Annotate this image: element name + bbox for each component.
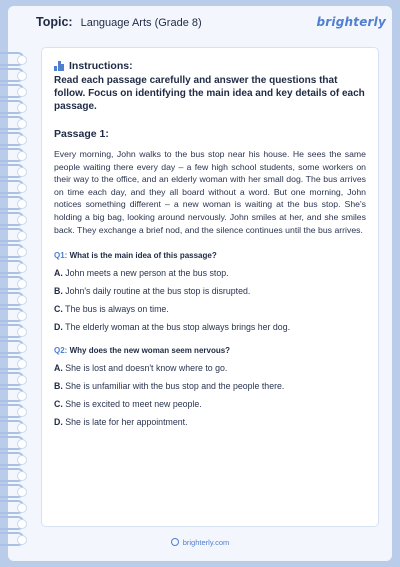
worksheet-card	[41, 47, 379, 527]
option-text: The elderly woman at the bus stop always brings her dog.	[65, 322, 291, 333]
option-text: The bus is always on time.	[65, 304, 169, 315]
option-text: She is excited to meet new people.	[65, 399, 202, 410]
option-letter: A.	[54, 363, 63, 374]
passage-text: Every morning, John walks to the bus stop near his house. He sees the same people waiting there every day – a few high school students, some workers on their way to the office, and an elderly woman with her small dog. The bus arrives on time each day, and they all board without a word. But one morning, John notices something different – a new woman is waiting at the bus stop. She's holding a big bag, looking around nervously. John smiles at her, and she smiles back. They exchange a brief nod, and the silence continues until the bus arrives.	[54, 149, 366, 235]
option-text: John's daily routine at the bus stop is disrupted.	[65, 286, 251, 297]
option-letter: B.	[54, 381, 63, 392]
question-number: Q2:	[54, 346, 68, 356]
topic-value: Language Arts (Grade 8)	[80, 17, 202, 29]
option-letter: C.	[54, 399, 63, 410]
option-text: She is unfamiliar with the bus stop and the people there.	[65, 381, 285, 392]
option-text: She is lost and doesn't know where to go.	[65, 363, 228, 374]
option-text: John meets a new person at the bus stop.	[65, 268, 229, 279]
question-number: Q1:	[54, 251, 68, 261]
passage-title: Passage 1:	[54, 128, 109, 140]
answer-option[interactable]	[54, 417, 366, 427]
question-2	[54, 346, 366, 355]
answer-option[interactable]	[54, 399, 366, 409]
topic	[36, 15, 202, 29]
answer-option[interactable]	[54, 286, 366, 296]
option-letter: C.	[54, 304, 63, 315]
answer-option[interactable]	[54, 322, 366, 332]
globe-icon	[171, 538, 179, 546]
option-text: She is late for her appointment.	[65, 417, 188, 428]
option-letter: D.	[54, 322, 63, 333]
instructions-heading	[54, 60, 366, 72]
brand-logo: brighterly	[316, 15, 386, 29]
answer-option[interactable]	[54, 304, 366, 314]
instructions-body: Read each passage carefully and answer the questions that follow. Focus on identifying the main idea and key details of each passage.	[54, 75, 365, 112]
option-letter: A.	[54, 268, 63, 279]
instructions-title: Instructions:	[69, 60, 133, 72]
answer-option[interactable]	[54, 381, 366, 391]
answer-option[interactable]	[54, 363, 366, 373]
topic-label: Topic:	[36, 15, 73, 29]
footer-link[interactable]: brighterly.com	[182, 538, 230, 547]
footer	[0, 538, 400, 547]
option-letter: D.	[54, 417, 63, 428]
option-letter: B.	[54, 286, 63, 297]
question-text: Why does the new woman seem nervous?	[69, 346, 231, 356]
worksheet-header	[36, 10, 386, 34]
question-text: What is the main idea of this passage?	[69, 251, 217, 261]
question-1	[54, 251, 366, 260]
chart-icon	[54, 61, 64, 71]
answer-option[interactable]	[54, 268, 366, 278]
